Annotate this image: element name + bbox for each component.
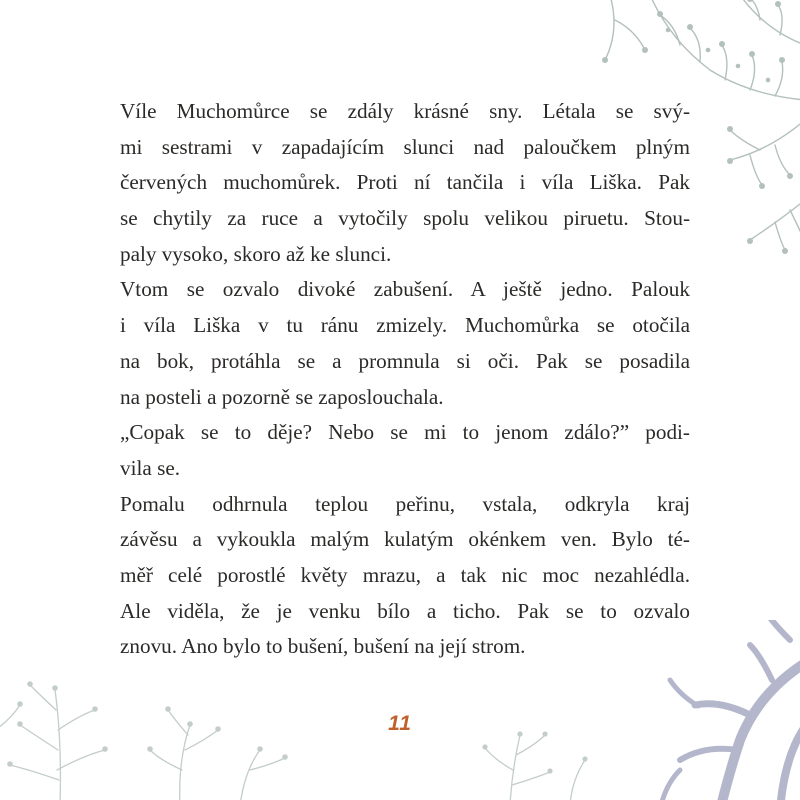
text-line: Ale viděla, že je venku bílo a ticho. Pak se to ozvalo bbox=[120, 598, 690, 623]
paragraph-4 bbox=[120, 487, 690, 665]
text-line: Vtom se ozvalo divoké zabušení. A ještě jedno. Palouk bbox=[120, 277, 690, 302]
text-line: měř celé porostlé květy mrazu, a tak nic moc nezahlédla. bbox=[120, 562, 690, 587]
text-line: na posteli a pozorně se zaposlouchala. bbox=[120, 384, 444, 409]
page-number: 11 bbox=[388, 712, 412, 735]
text-line: červených muchomůrek. Proti ní tančila i víla Liška. Pak bbox=[120, 170, 690, 195]
text-line: „Copak se to děje? Nebo se mi to jenom zdálo?” podi- bbox=[120, 420, 690, 445]
text-line: Pomalu odhrnula teplou peřinu, vstala, odkryla kraj bbox=[120, 491, 690, 516]
text-line: vila se. bbox=[120, 455, 181, 480]
paragraph-1 bbox=[120, 94, 690, 272]
text-line: Víle Muchomůrce se zdály krásné sny. Létala se svý- bbox=[120, 99, 690, 123]
text-line: mi sestrami v zapadajícím slunci nad paloučkem plným bbox=[120, 134, 690, 159]
text-line: paly vysoko, skoro až ke slunci. bbox=[120, 241, 392, 266]
text-line: i víla Liška v tu ránu zmizely. Muchomůrka se otočila bbox=[120, 313, 690, 338]
text-line: znovu. Ano bylo to bušení, bušení na její strom. bbox=[120, 634, 526, 659]
text-line: se chytily za ruce a vytočily spolu velikou piruetu. Stou- bbox=[120, 206, 690, 231]
story-text bbox=[120, 94, 690, 665]
text-line: závěsu a vykoukla malým kulatým okénkem ven. Bylo té- bbox=[120, 527, 690, 552]
paragraph-2 bbox=[120, 272, 690, 415]
paragraph-3 bbox=[120, 415, 690, 486]
text-line: na bok, protáhla se a promnula si oči. Pak se posadila bbox=[120, 348, 690, 373]
